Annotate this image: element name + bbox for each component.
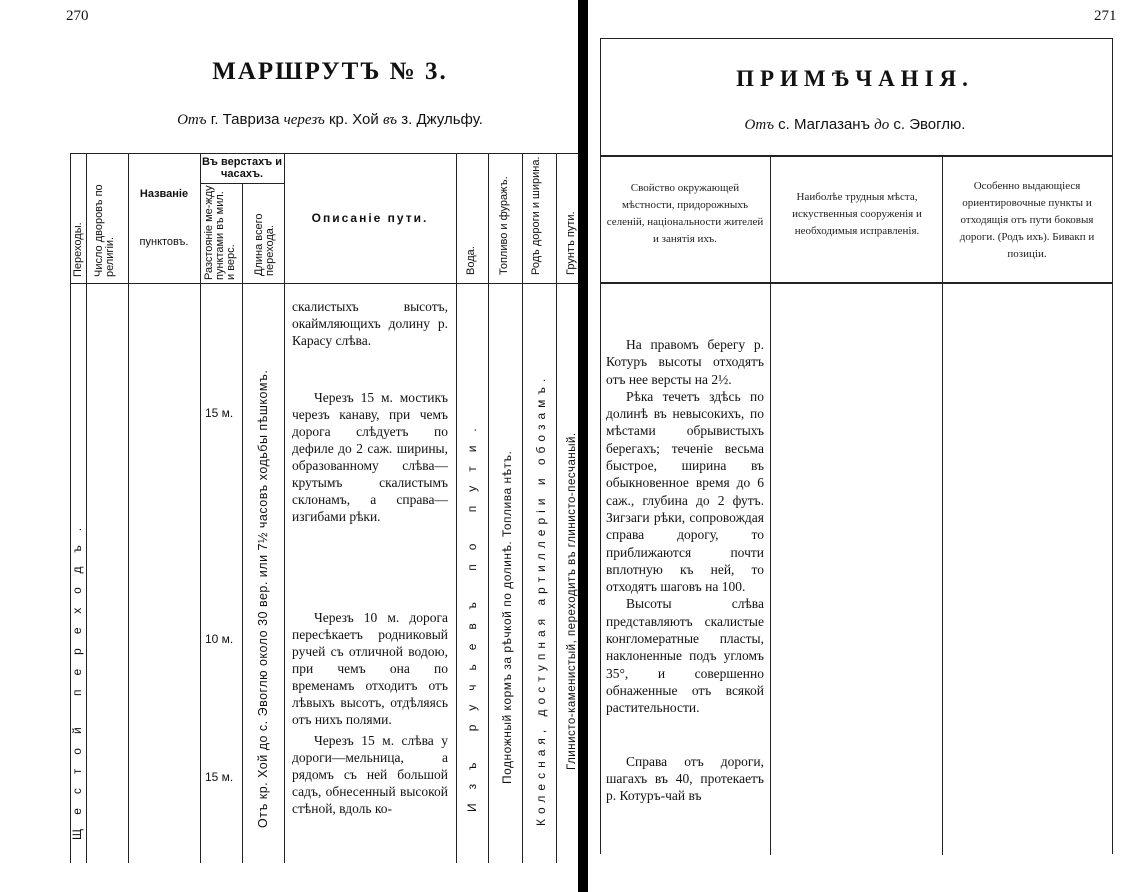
left-col-line-7 — [488, 153, 489, 863]
header-dlina: Длина всего перехода. — [253, 213, 276, 276]
route-description — [292, 298, 448, 817]
notes-header-col1: Свойство окружающей мѣстности, придорожныхъ селеній, національности жителей и занятія ихъ. — [606, 182, 764, 245]
subtitle-via: кр. Хой — [328, 111, 379, 128]
subtitle-via-word: черезъ — [283, 112, 325, 128]
left-col-line-5 — [284, 153, 285, 863]
note-paragraph: Рѣка течетъ здѣсь по долинѣ въ невысокихъ, по мѣстами обрывистыхъ берегахъ; теченіе весьма быстрое, ширина въ обыкновенное время до 6 саж., глубина до 2 футъ. Зигзаги рѣки, сопровождая справа дорогу, то приближаются почти вплотную къ ней, то отходятъ шаговъ на 100. — [606, 388, 764, 595]
left-col-line-3 — [200, 153, 201, 863]
right-top-rule — [600, 38, 1112, 39]
distance-2: 10 м. — [205, 632, 234, 646]
notes-col-line-2 — [942, 155, 943, 855]
left-col-line-6 — [456, 153, 457, 863]
right-page-number: 271 — [1094, 8, 1117, 24]
subtitle-from: с. Маглазанъ — [778, 116, 870, 133]
right-page-title: ПРИМѢЧАНІЯ. — [736, 66, 974, 91]
left-col-line-9 — [556, 153, 557, 863]
note-paragraph: Справа отъ дороги, шагахъ въ 40, протекаетъ р. Котуръ-чай въ — [606, 753, 764, 804]
header-voda: Вода. — [465, 246, 477, 275]
voda-text: Изъ ручьевъ по пути. — [465, 414, 479, 812]
header-grunt: Грунтъ пути. — [565, 211, 577, 275]
distance-3: 15 м. — [205, 770, 234, 784]
subtitle-from: г. Тавриза — [210, 111, 280, 128]
notes-table-top-rule — [600, 155, 1112, 157]
right-frame-left — [600, 38, 601, 854]
notes-header-col3: Особенно выдающіеся ориентировочные пункты и отходящія отъ пути боковыя дороги. (Родъ ихъ). Бивакп и позиціи. — [959, 180, 1095, 260]
description-paragraph: Черезъ 10 м. дорога пересѣкаетъ родниковый ручей съ отличной водою, при чемъ она по временамъ отходитъ отъ лѣвыхъ высотъ, отдѣляясь отъ нихъ полями. — [292, 610, 448, 727]
description-paragraph: скалистыхъ высотъ, окаймляющихъ долину р. Карасу слѣва. — [292, 299, 448, 348]
subtitle-ot: Отъ — [177, 112, 207, 128]
perekhod-label: Щестой переходъ. — [70, 513, 84, 840]
header-dvorov: Число дворовъ по религіи. — [93, 184, 116, 277]
subtitle-ot: Отъ — [744, 117, 774, 133]
distance-1: 15 м. — [205, 406, 234, 420]
left-col-line-1 — [86, 153, 87, 863]
header-rasstoyanie: Разстояніе ме-жду пунктами въ мил. и верс. — [203, 185, 237, 280]
notes-table-header-rule — [600, 282, 1112, 284]
header-nazvanie-1: Названіе — [139, 188, 189, 200]
notes-column-1 — [606, 336, 764, 804]
left-col-line-2 — [128, 153, 129, 863]
left-page-subtitle — [120, 111, 540, 129]
toplivo-text: Подножный кормъ за рѣчкой по долинѣ. Топлива нѣтъ. — [500, 450, 514, 784]
left-col-line-8 — [522, 153, 523, 863]
header-toplivo: Топливо и фуражъ. — [498, 176, 510, 275]
left-table-top-rule — [70, 153, 578, 154]
subtitle-to: с. Эвоглю. — [893, 116, 966, 133]
subtitle-to: з. Джульфу. — [401, 111, 483, 128]
subtitle-to-word: въ — [382, 112, 398, 128]
right-page-subtitle — [620, 116, 1090, 134]
note-paragraph: На правомъ берегу р. Котуръ высоты отходятъ отъ нее версты на 2½. — [606, 337, 764, 387]
header-versty: Въ верстахъ и часахъ. — [201, 156, 283, 180]
left-page-title: МАРШРУТЪ № 3. — [212, 58, 448, 85]
header-opisanie: Описаніе пути. — [311, 211, 429, 225]
book-spine — [578, 0, 588, 892]
dlina-text: Отъ кр. Хой до с. Эвоглю около 30 вер. или 7½ часовъ ходьбы пѣшкомъ. — [256, 369, 270, 828]
header-nazvanie-2: пунктовъ. — [139, 236, 189, 248]
note-paragraph: Высоты слѣва представляютъ скалистые конгломератные пласты, наклоненные подъ угломъ 35°, и совершенно обнаженные отъ всякой растительности. — [606, 596, 764, 716]
right-frame-right — [1112, 38, 1113, 854]
header-perekhody: Переходы. — [72, 222, 84, 277]
description-paragraph: Черезъ 15 м. мостикъ черезъ канаву, при чемъ дорога слѣдуетъ по дефиле до 2 саж. ширины, образованному слѣва—крутымъ скалистымъ склонамъ, а справа—изгибами рѣки. — [292, 390, 448, 524]
left-col-line-4 — [242, 183, 243, 863]
notes-col-line-1 — [770, 155, 771, 855]
subtitle-do-word: до — [874, 117, 890, 133]
notes-header-col2: Наиболѣе трудныя мѣста, искуственныя сооруженія и необходимыя исправленія. — [792, 191, 922, 237]
grunt-text: Глинисто-каменистый, переходитъ въ глинисто-песчаный. — [566, 432, 578, 770]
rod-text: Колесная, доступная артиллеріи и обозамъ. — [534, 373, 548, 826]
description-paragraph: Черезъ 15 м. слѣва у дороги—мельница, а рядомъ съ ней большой садъ, обнесенный высокой стѣной, вдоль ко- — [292, 733, 448, 816]
left-table-header-rule — [70, 283, 578, 284]
left-page-number: 270 — [66, 8, 89, 24]
header-rod-dorogi: Родъ дороги и ширина. — [530, 156, 542, 275]
